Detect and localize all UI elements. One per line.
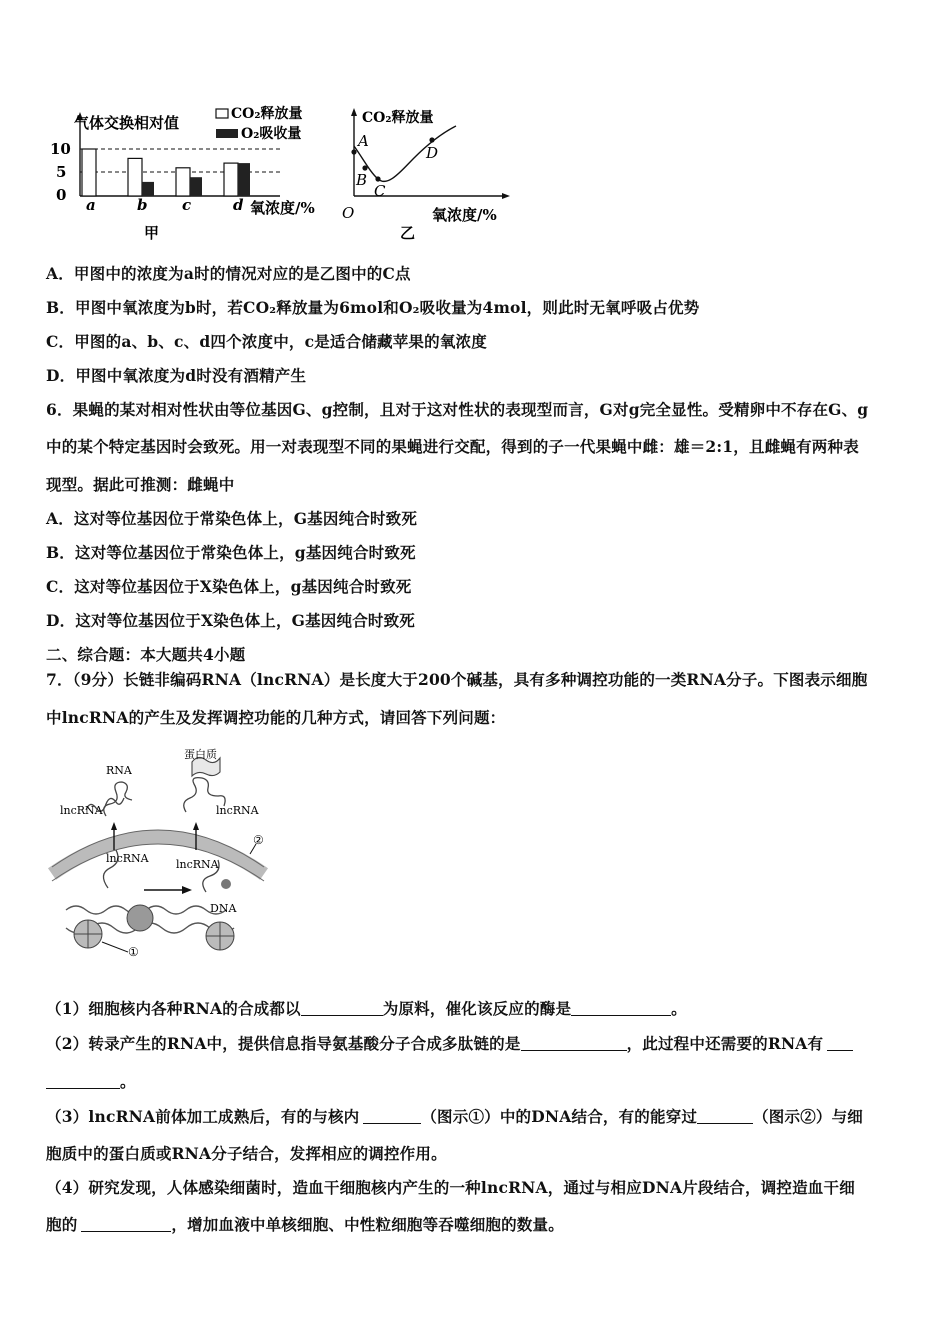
yi-y-arrow (351, 108, 357, 116)
jia-x-label-d: d (233, 196, 244, 214)
jia-y-tick: 0 (56, 186, 67, 204)
legend-co2-label: CO₂释放量 (231, 106, 303, 122)
q7-part3-text-b: （图示①）中的DNA结合，有的能穿过 (421, 1107, 698, 1126)
o2-bar-d (238, 163, 250, 196)
marker1-leader (102, 942, 128, 952)
legend-co2-swatch (216, 109, 228, 118)
q7-part4-text-c: ，增加血液中单核细胞、中性粒细胞等吞噬细胞的数量。 (171, 1215, 564, 1234)
q7-part1-text-a: （1）细胞核内各种RNA的合成都以 (46, 999, 301, 1018)
figure-lncrna-diagram (46, 742, 276, 967)
co2-bar-a (82, 149, 96, 196)
yi-y-label: CO₂释放量 (362, 110, 434, 126)
label-lncrna-top-right: lncRNA (216, 804, 259, 817)
q7-part1-text-c: 。 (671, 999, 687, 1018)
q7-stem-line2: 中lncRNA的产生及发挥调控功能的几种方式，请回答下列问题： (46, 708, 506, 727)
q7-part1-text-b: 为原料，催化该反应的酶是 (382, 999, 572, 1018)
label-lncrna-mid-left: lncRNA (106, 852, 149, 865)
co2-bar-b (128, 158, 142, 196)
co2-bar-c (176, 168, 190, 196)
o2-bar-c (190, 177, 202, 196)
q7-part3-text-a: （3）lncRNA前体加工成熟后，有的与核内 (46, 1107, 360, 1126)
yi-point-a (351, 149, 356, 154)
jia-y-tick: 10 (50, 140, 71, 158)
q7-part3-cont: 胞质中的蛋白质或RNA分子结合，发挥相应的调控作用。 (46, 1144, 447, 1163)
yi-x-axis-label: 氧浓度/% (432, 206, 497, 224)
q7-part2-blank2-start[interactable] (827, 1035, 853, 1052)
marker-1: ① (128, 945, 139, 959)
yi-label-b: B (356, 171, 368, 189)
q6-stem-line2: 中的某个特定基因时会致死。用一对表现型不同的果蝇进行交配，得到的子一代果蝇中雌：雄＝2:1，且雌蝇有两种表 (46, 437, 859, 456)
jia-y-tick: 5 (56, 163, 67, 181)
q7-part2-blank2-end[interactable] (46, 1073, 120, 1090)
q7-part3 (46, 1105, 863, 1127)
figure-yi-curve (332, 100, 522, 245)
q7-part1-blank1[interactable] (301, 1000, 383, 1017)
yi-label-c: C (374, 182, 386, 200)
yi-point-b (362, 165, 367, 170)
q7-part4-blank[interactable] (81, 1216, 171, 1233)
yi-origin: O (342, 204, 355, 222)
figure-jia-bar-chart (40, 100, 340, 245)
yi-curve (354, 126, 456, 181)
q5-option-a: A．甲图中的浓度为a时的情况对应的是乙图中的C点 (46, 264, 411, 283)
q7-part3-text-c: （图示②）与细 (753, 1107, 864, 1126)
q7-part1-blank2[interactable] (571, 1000, 671, 1017)
yi-point-d (429, 137, 434, 142)
q7-part2-cont (46, 1070, 136, 1092)
q7-part1 (46, 997, 687, 1019)
q7-part4-text-b: 胞的 (46, 1215, 78, 1234)
bound-protein (221, 879, 231, 889)
jia-x-label-c: c (182, 196, 192, 214)
q7-part4: （4）研究发现，人体感染细菌时，造血干细胞核内产生的一种lncRNA，通过与相应DNA片段结合，调控造血干细 (46, 1178, 855, 1197)
lncrna-strand-left (104, 782, 132, 816)
q6-option-b: B．这对等位基因位于常染色体上，g基因纯合时致死 (46, 543, 416, 562)
legend-o2-label: O₂吸收量 (241, 126, 302, 142)
q7-part2-text-c: 。 (120, 1072, 136, 1091)
q5-option-c: C．甲图的a、b、c、d四个浓度中，c是适合储藏苹果的氧浓度 (46, 332, 487, 351)
yi-x-arrow (502, 193, 510, 199)
q6-stem-line3: 现型。据此可推测：雌蝇中 (46, 475, 235, 494)
q7-part3-blank2[interactable] (697, 1108, 753, 1125)
q7-part2 (46, 1032, 853, 1054)
jia-x-label-a: a (86, 196, 96, 214)
q7-part2-text-a: （2）转录产生的RNA中，提供信息指导氨基酸分子合成多肽链的是 (46, 1034, 521, 1053)
q7-part2-text-b: ，此过程中还需要的RNA有 (626, 1034, 824, 1053)
label-protein: 蛋白质 (184, 748, 217, 761)
yi-label-d: D (426, 144, 439, 162)
yi-point-c (375, 176, 380, 181)
q5-option-d: D．甲图中氧浓度为d时没有酒精产生 (46, 366, 307, 385)
o2-bar-b (142, 182, 154, 196)
q6-option-c: C．这对等位基因位于X染色体上，g基因纯合时致死 (46, 577, 412, 596)
q7-part3-blank1[interactable] (363, 1108, 421, 1125)
polymerase-icon (127, 905, 153, 931)
legend-o2-swatch (216, 129, 238, 138)
label-dna: DNA (210, 902, 237, 915)
q6-option-a: A．这对等位基因位于常染色体上，G基因纯合时致死 (46, 509, 418, 528)
nuclear-envelope (52, 837, 264, 874)
q6-stem-line1: 6．果蝇的某对相对性状由等位基因G、g控制，且对于这对性状的表现型而言，G对g完全显性。受精卵中不存在G、g (46, 400, 869, 419)
jia-x-label-b: b (137, 196, 148, 214)
label-lncrna-top-left: lncRNA (60, 804, 103, 817)
label-rna: RNA (106, 764, 132, 777)
jia-x-axis-label: 氧浓度/% (250, 199, 315, 217)
yi-label-a: A (358, 132, 369, 150)
section2-title: 二、综合题：本大题共4小题 (46, 645, 246, 664)
jia-caption: 甲 (144, 224, 160, 242)
q7-stem-line1: 7．（9分）长链非编码RNA（lncRNA）是长度大于200个碱基，具有多种调控功能的一类RNA分子。下图表示细胞 (46, 670, 868, 689)
q5-option-b: B．甲图中氧浓度为b时，若CO₂释放量为6mol和O₂吸收量为4mol，则此时无氧呼吸占优势 (46, 298, 700, 317)
marker-2: ② (253, 833, 264, 847)
q6-option-d: D．这对等位基因位于X染色体上，G基因纯合时致死 (46, 611, 416, 630)
q7-part4-cont (46, 1213, 564, 1235)
q7-part2-blank1[interactable] (521, 1035, 627, 1052)
co2-bar-d (224, 163, 238, 196)
label-lncrna-mid-right: lncRNA (176, 858, 219, 871)
jia-y-label: 气体交换相对值 (74, 114, 180, 132)
yi-caption: 乙 (400, 224, 416, 242)
